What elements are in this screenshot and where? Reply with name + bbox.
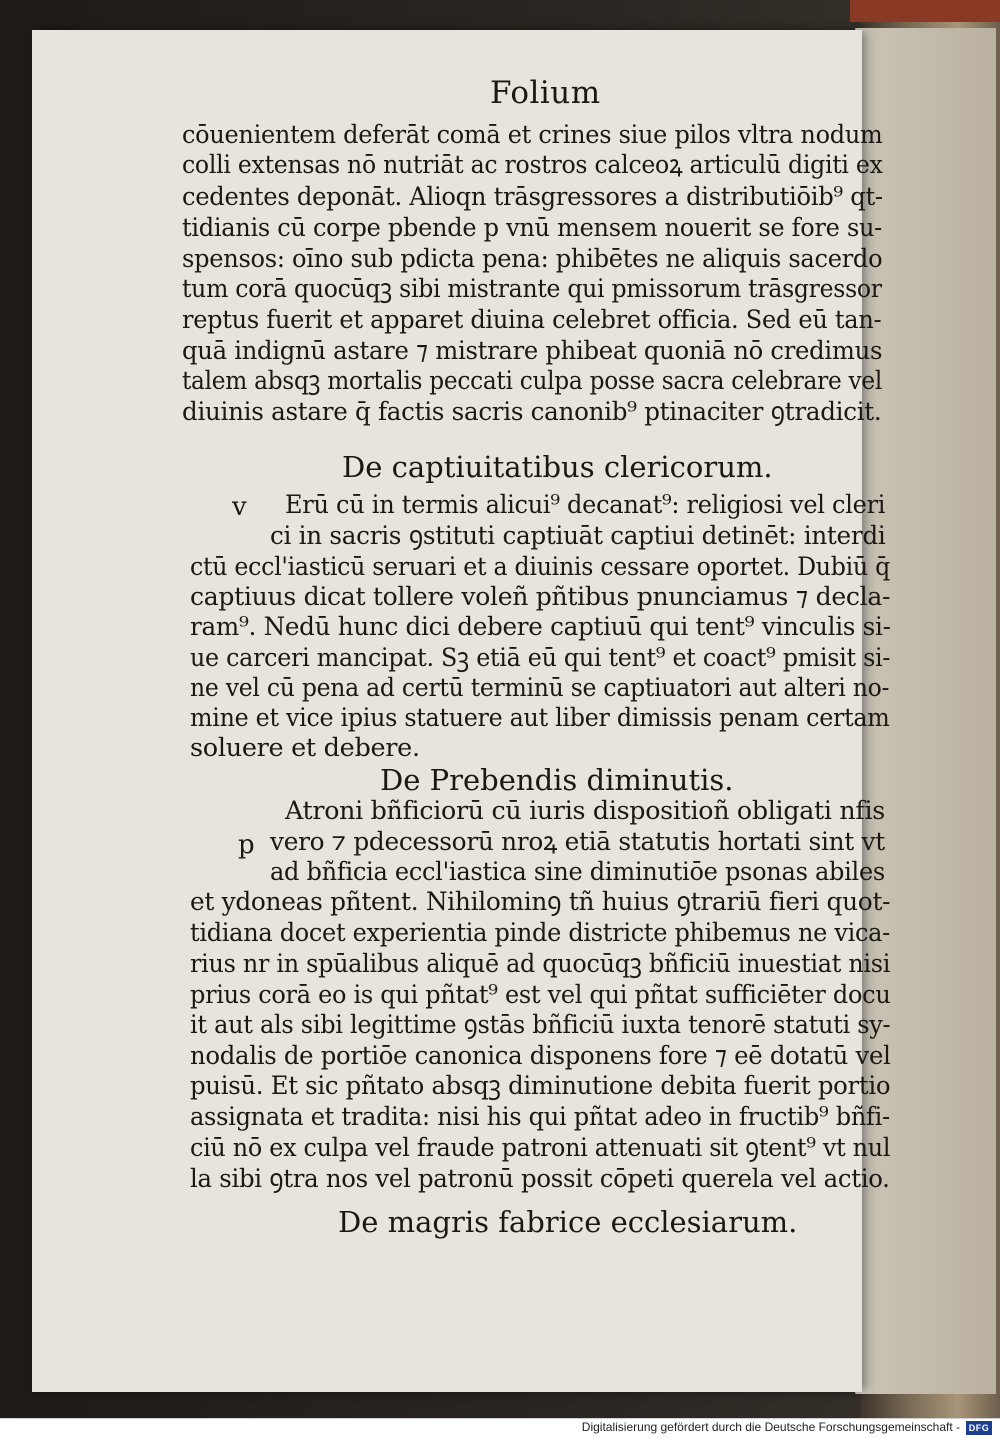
text-line: quā indignū astare ⁊ mistrare phibeat quoniā nō credimus — [182, 336, 883, 366]
text-line: diuinis astare q̄ factis sacris canonib⁹ ptinaciter ꝯtradicit. — [182, 397, 882, 427]
footer-credit: Digitalisierung gefördert durch die Deutsche Forschungsgemeinschaft - — [581, 1420, 960, 1434]
text-line: cōuenientem deferāt comā et crines siue pilos vltra nodum — [182, 120, 883, 150]
text-line: rius nr in spūalibus aliquē ad quocūqꝫ bñficiū inuestiat nisi — [190, 949, 891, 979]
footer-bar — [0, 1418, 1000, 1438]
text-line: colli extensas nō nutriāt ac rostros calceoꝝ articulū digiti ex — [182, 150, 883, 180]
text-line: la sibi ꝯtra nos vel patronū possit cōpeti querela vel actio. — [190, 1164, 890, 1194]
text-line: Atroni bñficiorū cū iuris dispositioñ obligati nfis — [285, 796, 885, 826]
text-line: nodalis de portiōe canonica disponens fore ⁊ eē dotatū vel — [190, 1041, 891, 1071]
text-line: cedentes deponāt. Alioqn trāsgressores a distributiōib⁹ qt- — [182, 182, 883, 212]
text-line: ctū eccl'iasticū seruari et a diuinis cessare oportet. Dubiū q̄ — [190, 552, 891, 582]
text-line: prius corā eo is qui pñtat⁹ est vel qui pñtat sufficiēter docu — [190, 980, 891, 1010]
text-line: ne vel cū pena ad certū terminū se captiuatori aut alteri no- — [190, 673, 890, 703]
text-line: puisū. Et sic pñtato absqꝫ diminutione debita fuerit portio — [190, 1071, 891, 1101]
text-line: spensos: oīno sub pdicta pena: phibētes ne aliquis sacerdo — [182, 244, 883, 274]
dfg-logo: DFG — [966, 1421, 992, 1435]
section-heading: De captiuitatibus clericorum. — [342, 450, 773, 484]
initial-letter: p — [238, 830, 255, 860]
text-line: reptus fuerit et apparet diuina celebret officia. Sed eū tan- — [182, 305, 882, 335]
text-line: Erū cū in termis alicui⁹ decanat⁹: religiosi vel cleri — [285, 490, 886, 520]
text-line: talem absqꝫ mortalis peccati culpa posse sacra celebrare vel — [182, 366, 883, 396]
text-line: tidiana docet experientia pinde districte phibemus ne vica- — [190, 918, 891, 948]
text-line: assignata et tradita: nisi his qui pñtat adeo in fructib⁹ bñfi- — [190, 1102, 890, 1132]
text-line: ci in sacris ꝯstituti captiuāt captiui detinēt: interdi — [270, 521, 886, 551]
initial-letter: v — [232, 492, 247, 522]
text-line: vero ⁊ pdecessorū nroꝝ etiā statutis hortati sint vt — [270, 827, 885, 857]
text-line: soluere et debere. — [190, 733, 420, 763]
text-line: ue carceri mancipat. Sꝫ etiā eū qui tent⁹ et coact⁹ pmisit si- — [190, 643, 891, 673]
binding-edge — [850, 0, 1000, 22]
section-heading: De Prebendis diminutis. — [380, 763, 734, 797]
text-line: it aut als sibi legittime ꝯstās bñficiū iuxta tenorē statuti sy- — [190, 1010, 891, 1040]
text-line: captiuus dicat tollere voleñ pñtibus pnunciamus ⁊ decla- — [190, 582, 891, 612]
text-line: tidianis cū corpe pbende p vnū mensem nouerit se fore su- — [182, 213, 883, 243]
text-line: et ydoneas pñtent. Nihilominꝯ tñ huius ꝯtrariū fieri quot- — [190, 887, 891, 917]
folio-header: Folium — [490, 75, 601, 111]
text-line: ad bñficia eccl'iastica sine diminutiōe psonas abiles — [270, 857, 885, 887]
text-line: mine et vice ipius statuere aut liber dimissis penam certam — [190, 703, 890, 733]
section-heading: De magris fabrice ecclesiarum. — [338, 1205, 798, 1239]
text-line: tum corā quocūqꝫ sibi mistrante qui pmissorum trāsgressor — [182, 274, 882, 304]
text-line: ram⁹. Nedū hunc dici debere captiuū qui tent⁹ vinculis si- — [190, 612, 891, 642]
text-line: ciū nō ex culpa vel fraude patroni attenuati sit ꝯtent⁹ vt nul — [190, 1133, 891, 1163]
